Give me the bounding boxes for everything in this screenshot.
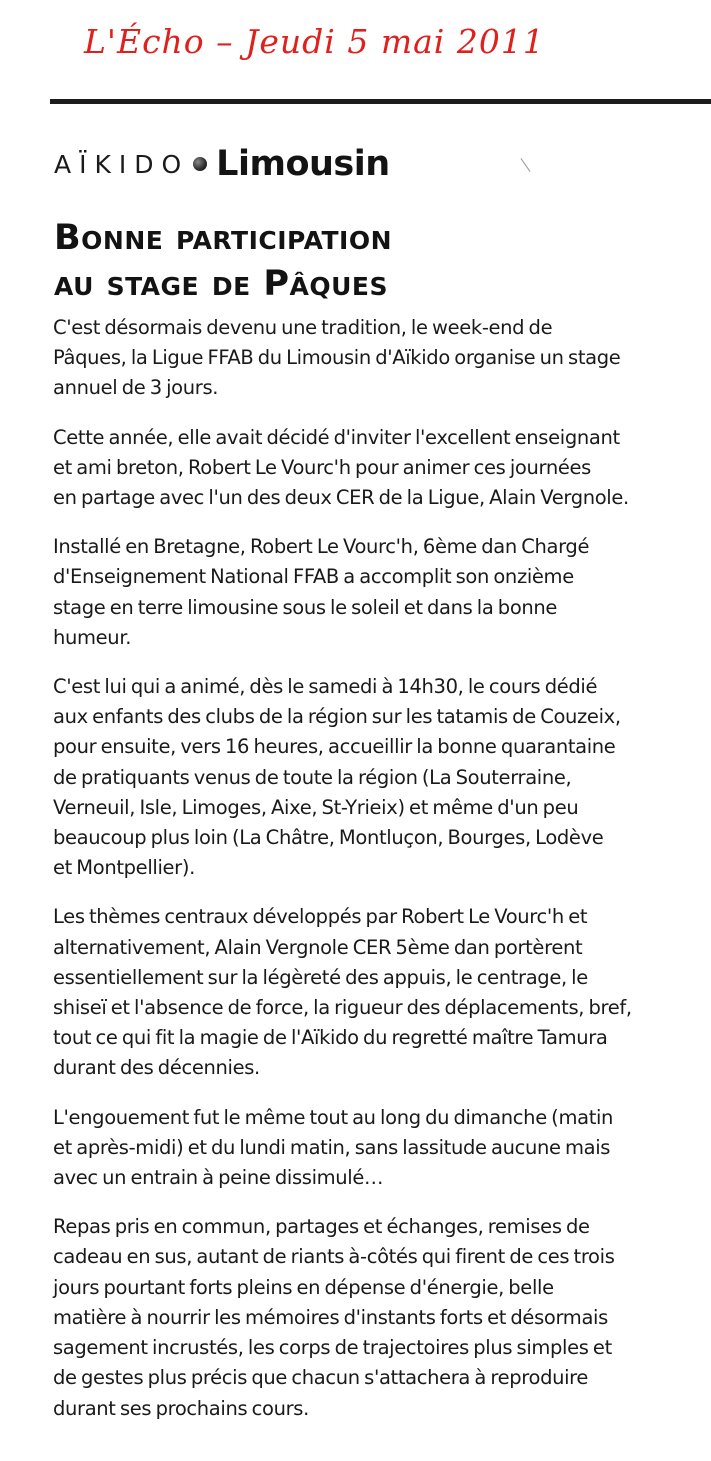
text-line: pour ensuite, vers 16 heures, accueillir la bonne quarantaine <box>53 735 616 759</box>
text-line: de gestes plus précis que chacun s'attachera à reproduire <box>53 1366 589 1390</box>
text-line: et ami breton, Robert Le Vourc'h pour animer ces journées <box>53 455 591 479</box>
text-line: tout ce qui fit la magie de l'Aïkido du regretté maître Tamura <box>53 1026 608 1050</box>
article-headline <box>54 215 392 307</box>
text-line: avec un entrain à peine dissimulé… <box>53 1166 384 1190</box>
text-line: Pâques, la Ligue FFAB du Limousin d'Aïkido organise un stage <box>53 346 621 370</box>
headline-line-1: Bonne participation <box>54 218 393 258</box>
kicker-region: Limousin <box>216 144 390 184</box>
text-line: shiseï et l'absence de force, la rigueur des déplacements, bref, <box>53 996 632 1020</box>
paragraph-5 <box>53 902 703 1083</box>
text-line: beaucoup plus loin (La Châtre, Montluçon, Bourges, Lodève <box>53 826 604 850</box>
paragraph-6 <box>53 1103 703 1194</box>
text-line: C'est désormais devenu une tradition, le week-end de <box>53 316 553 339</box>
text-line: en partage avec l'un des deux CER de la Ligue, Alain Vergnole. <box>53 486 629 510</box>
text-line: et après-midi) et du lundi matin, sans lassitude aucune mais <box>53 1135 611 1159</box>
handwritten-source-note: L'Écho – Jeudi 5 mai 2011 <box>84 22 545 61</box>
text-line: alternativement, Alain Vergnole CER 5ème dan portèrent <box>53 935 583 959</box>
text-line: Verneuil, Isle, Limoges, Aixe, St-Yrieix) et même d'un peu <box>53 795 579 819</box>
text-line: jours pourtant forts pleins en dépense d'énergie, belle <box>53 1275 554 1299</box>
paragraph-1 <box>53 313 703 404</box>
text-line: humeur. <box>53 625 132 649</box>
kicker-sport: AÏKIDO <box>54 149 190 179</box>
text-line: durant des décennies. <box>53 1056 260 1080</box>
paragraph-7 <box>53 1212 703 1423</box>
scan-mark <box>521 158 531 172</box>
text-line: de pratiquants venus de toute la région (La Souterraine, <box>53 765 572 789</box>
paragraph-4 <box>53 672 703 883</box>
paragraph-2 <box>53 423 703 514</box>
headline-line-2: au stage de Pâques <box>54 264 388 304</box>
text-line: et Montpellier). <box>53 856 195 880</box>
text-line: stage en terre limousine sous le soleil et dans la bonne <box>53 595 558 619</box>
section-kicker <box>54 142 390 186</box>
text-line: Repas pris en commun, partages et échanges, remises de <box>53 1215 590 1239</box>
paragraph-3 <box>53 532 703 653</box>
text-line: Installé en Bretagne, Robert Le Vourc'h, 6ème dan Chargé <box>53 535 590 559</box>
text-line: cadeau en sus, autant de riants à-côtés qui firent de ces trois <box>53 1245 615 1269</box>
bullet-icon <box>193 157 207 171</box>
text-line: annuel de 3 jours. <box>53 376 219 400</box>
text-line: L'engouement fut le même tout au long du dimanche (matin <box>53 1105 614 1129</box>
text-line: essentiellement sur la légèreté des appuis, le centrage, le <box>53 965 588 989</box>
text-line: Cette année, elle avait décidé d'inviter l'excellent enseignant <box>53 425 620 449</box>
text-line: d'Enseignement National FFAB a accomplit son onzième <box>53 565 574 589</box>
text-line: durant ses prochains cours. <box>53 1396 309 1420</box>
text-line: C'est lui qui a animé, dès le samedi à 14h30, le cours dédié <box>53 675 598 699</box>
text-line: Les thèmes centraux développés par Robert Le Vourc'h et <box>53 905 588 929</box>
text-line: aux enfants des clubs de la région sur les tatamis de Couzeix, <box>53 705 621 729</box>
text-line: sagement incrustés, les corps de trajectoires plus simples et <box>53 1336 612 1360</box>
article-body <box>53 313 703 1443</box>
top-rule <box>50 99 711 104</box>
text-line: matière à nourrir les mémoires d'instants forts et désormais <box>53 1305 608 1329</box>
